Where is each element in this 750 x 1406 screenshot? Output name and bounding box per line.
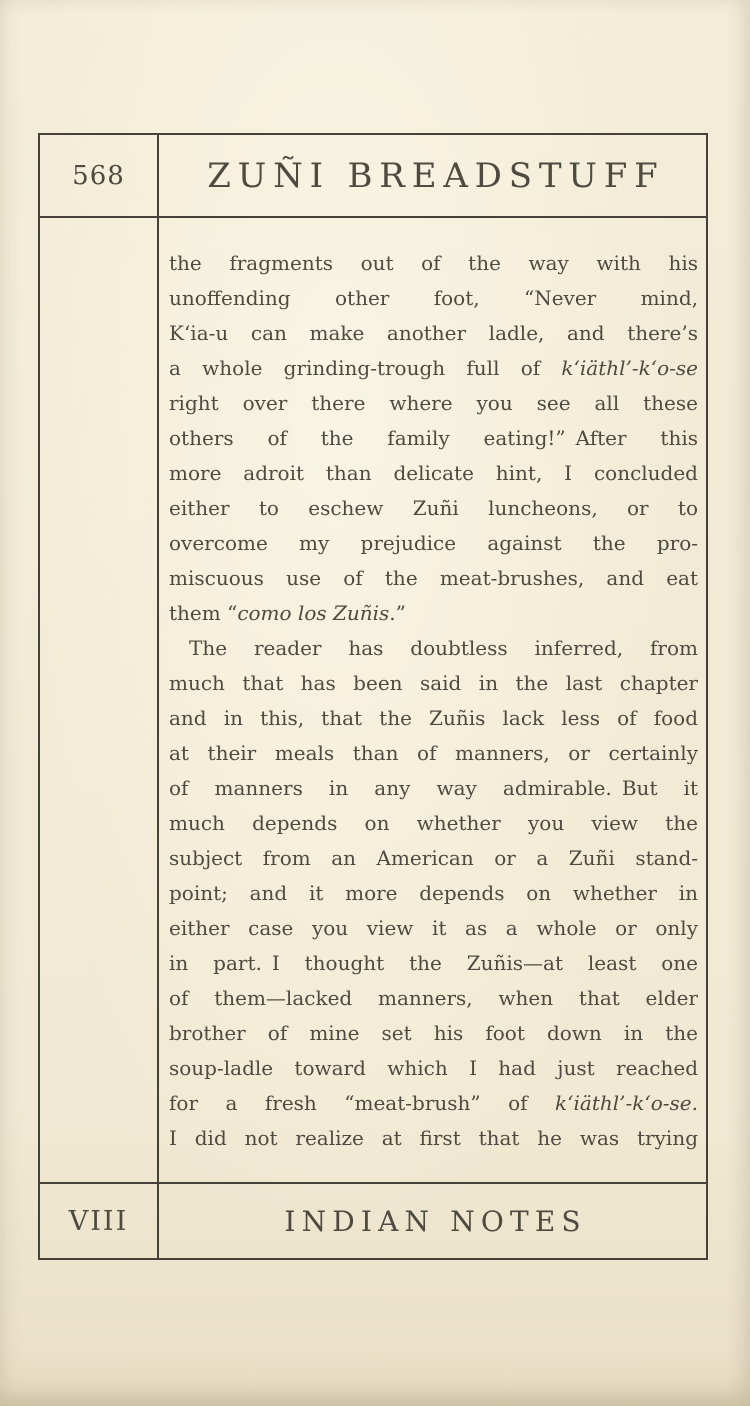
text-segment-italic: k‘iäthl’-k‘o-se — [561, 356, 698, 380]
text-line — [169, 316, 698, 351]
text-segment: at their meals than of manners, or certainly — [169, 741, 698, 765]
text-segment: more adroit than delicate hint, I concluded — [169, 461, 698, 485]
text-segment: the fragments out of the way with his — [169, 251, 698, 275]
text-line — [169, 666, 698, 701]
header-page-number-cell — [40, 135, 159, 216]
text-line — [169, 456, 698, 491]
text-segment: either to eschew Zuñi luncheons, or to — [169, 496, 698, 520]
page-frame — [38, 133, 708, 1260]
text-line — [169, 281, 698, 316]
body-margin-cell — [40, 218, 159, 1182]
text-line — [169, 561, 698, 596]
running-title: ZUÑI BREADSTUFF — [207, 155, 665, 196]
page-number: 568 — [72, 160, 125, 191]
text-segment: I did not realize at first that he was trying — [169, 1126, 698, 1150]
text-line — [169, 421, 698, 456]
text-line — [169, 841, 698, 876]
text-segment: a whole grinding-trough full of — [169, 356, 562, 380]
text-line — [169, 351, 698, 386]
text-segment: brother of mine set his foot down in the — [169, 1021, 698, 1045]
page-header — [40, 135, 706, 218]
text-segment: much depends on whether you view the — [169, 811, 698, 835]
text-line — [169, 1121, 698, 1156]
text-segment: point; and it more depends on whether in — [169, 881, 698, 905]
series-title: INDIAN NOTES — [284, 1204, 587, 1238]
text-segment: overcome my prejudice against the pro- — [169, 531, 698, 555]
text-segment: .” — [389, 601, 406, 625]
text-line — [169, 386, 698, 421]
text-segment: unoffending other foot, “Never mind, — [169, 286, 698, 310]
text-segment: The reader has doubtless inferred, from — [189, 636, 698, 660]
text-segment: them “ — [169, 601, 238, 625]
text-line — [169, 631, 698, 666]
text-segment: soup-ladle toward which I had just reached — [169, 1056, 698, 1080]
text-line — [169, 806, 698, 841]
text-line — [169, 1016, 698, 1051]
body-text — [159, 218, 706, 1182]
text-segment: for a fresh “meat-brush” of — [169, 1091, 556, 1115]
text-segment: others of the family eating!” After this — [169, 426, 698, 450]
page-footer — [40, 1184, 706, 1258]
text-line — [169, 701, 698, 736]
text-line — [169, 1051, 698, 1086]
text-segment: and in this, that the Zuñis lack less of food — [169, 706, 698, 730]
text-segment: subject from an American or a Zuñi stand- — [169, 846, 698, 870]
volume-number: VIII — [68, 1205, 129, 1237]
text-segment-italic: k‘iäthl’-k‘o-se. — [555, 1091, 698, 1115]
text-line — [169, 911, 698, 946]
text-line — [169, 1086, 698, 1121]
text-segment: right over there where you see all these — [169, 391, 698, 415]
text-line — [169, 526, 698, 561]
text-segment: of manners in any way admirable. But it — [169, 776, 698, 800]
text-line — [169, 596, 698, 631]
text-segment: in part. I thought the Zuñis—at least one — [169, 951, 698, 975]
header-title-cell — [159, 135, 706, 216]
text-segment-italic: como los Zuñis — [237, 601, 390, 625]
text-segment: much that has been said in the last chapter — [169, 671, 698, 695]
text-line — [169, 876, 698, 911]
text-line — [169, 491, 698, 526]
text-segment: K‘ia-u can make another ladle, and there’s — [169, 321, 698, 345]
text-line — [169, 981, 698, 1016]
footer-volume-cell — [40, 1184, 159, 1258]
text-segment: of them—lacked manners, when that elder — [169, 986, 698, 1010]
text-line — [169, 246, 698, 281]
text-line — [169, 771, 698, 806]
text-segment: either case you view it as a whole or only — [169, 916, 698, 940]
text-segment: miscuous use of the meat-brushes, and eat — [169, 566, 698, 590]
footer-series-cell — [159, 1184, 706, 1258]
text-line — [169, 946, 698, 981]
page-body — [40, 218, 706, 1184]
text-line — [169, 736, 698, 771]
